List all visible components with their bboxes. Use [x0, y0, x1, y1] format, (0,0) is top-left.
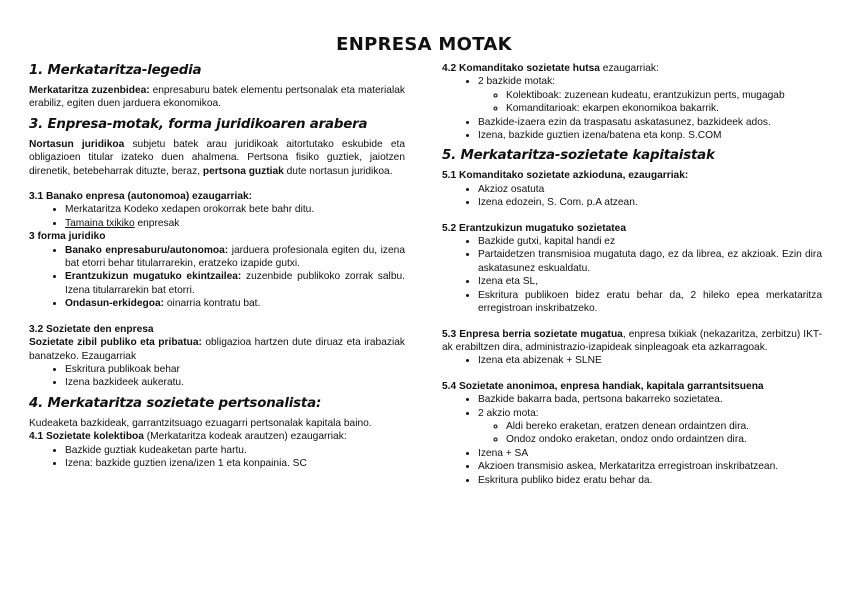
- list-item-text: zuzenbide publikoko zorrak salbu. Izena titularrarekin bat etorri.: [65, 271, 405, 296]
- sub-list-item: ◦ Aldi bereko eraketan, eratzen denean ordaintzen dira.: [506, 420, 822, 433]
- right-column: [442, 62, 822, 487]
- list-item-text: 2 bazkide motak:: [478, 76, 556, 88]
- sub-list-item: ◦ Ondoz ondoko eraketan, ondoz ondo ordaintzen dira.: [506, 433, 822, 446]
- list-item: • Partaidetzen transmisioa mugatuta dago, ez da librea, ez akzioak. Ezin dira askatasunez eskualdatu.: [478, 248, 822, 275]
- underlined-text: Tamaina txikiko: [65, 217, 135, 229]
- section-3-1-list: [29, 203, 405, 230]
- section-3-text-2: dute nortasun juridikoa.: [283, 165, 393, 177]
- list-item-text: jarduera profesionala egiten du, izena bat etorri behar titularrarekin, eratzeko izapide gutxi.: [65, 244, 405, 270]
- section-3-2-term: Sozietate zibil publiko eta pribatua:: [29, 337, 202, 349]
- section-3-heading: 3. Enpresa-motak, forma juridikoaren arabera: [29, 116, 368, 132]
- section-4-1-text: (Merkataritza kodeak arautzen) ezaugarriak:: [143, 431, 347, 443]
- section-4-1-term: 4.1 Sozietate kolektiboa: [29, 431, 144, 443]
- list-item: • Izena eta SL,: [478, 275, 822, 288]
- section-3-term-1: Nortasun juridikoa: [29, 138, 125, 150]
- list-item: • Eskritura publiko bidez eratu behar da.: [478, 474, 822, 487]
- list-item: • Merkataritza Kodeko xedapen orokorrak bete bahr ditu.: [65, 203, 405, 216]
- section-4-heading: 4. Merkataritza sozietate pertsonalista:: [29, 395, 322, 411]
- section-1-paragraph: [29, 84, 405, 111]
- list-item: [478, 407, 822, 447]
- list-item: [65, 217, 405, 230]
- forms-heading: 3 forma juridiko: [29, 231, 106, 243]
- list-item-text: enpresak: [134, 217, 180, 229]
- list-item: [65, 297, 405, 310]
- list-item: • Izena bazkideek aukeratu.: [65, 376, 405, 389]
- section-3-1-heading: 3.1 Banako enpresa (autonomoa) ezaugarriak:: [29, 191, 253, 203]
- section-5-1-list: [442, 183, 822, 210]
- section-5-3-paragraph: [442, 328, 822, 355]
- section-5-3-text: , enpresa txikiak (nekazaritza, zerbitzu) IKT-ak erabiltzen dira, administrazio-izapideak sinpleagoak eta azkarragoak.: [442, 328, 822, 353]
- section-5-4-list: [442, 393, 822, 487]
- section-4-1-heading: [29, 430, 405, 443]
- list-item-term: Ondasun-erkidegoa:: [65, 298, 165, 310]
- list-item-text: oinarria kontratu bat.: [164, 298, 261, 310]
- list-item: [65, 270, 405, 297]
- section-5-1-heading: 5.1 Komanditako sozietate azkioduna, ezaugarriak:: [442, 170, 689, 182]
- section-4-2-text: ezaugarriak:: [599, 63, 659, 74]
- section-5-4-heading: 5.4 Sozietate anonimoa, enpresa handiak, kapitala garrantsitsuena: [442, 380, 764, 392]
- forms-list: [29, 244, 405, 311]
- list-item-term: Banako enpresaburu/autonomoa:: [65, 244, 229, 256]
- section-5-4-sublist: [478, 420, 822, 447]
- section-4-2-list: [442, 75, 822, 142]
- section-3-2-text: obligazioa hartzen dute diruaz eta irabaziak banatzeko. Ezaugarriak: [29, 337, 405, 362]
- section-5-heading: 5. Merkataritza-sozietate kapitaistak: [442, 148, 715, 164]
- list-item: • Izena eta abizenak + SLNE: [478, 354, 822, 367]
- section-3-2-list: [29, 363, 405, 390]
- section-3-2-paragraph: [29, 336, 405, 363]
- section-3-paragraph: [29, 138, 405, 178]
- list-item: • Izena, bazkide guztien izena/batena eta konp. S.COM: [478, 129, 822, 142]
- section-3-term-2: pertsona guztiak: [202, 165, 284, 177]
- section-5-3-term: 5.3 Enpresa berria sozietate mugatua: [442, 328, 623, 340]
- list-item: • Bazkide guztiak kudeaketan parte hartu.: [65, 444, 405, 457]
- section-4-1-list: [29, 444, 405, 471]
- section-4-intro: Kudeaketa bazkideak, garrantzitsuago ezuagarri pertsonalak kapitala baino.: [29, 417, 372, 429]
- list-item-text: 2 akzio mota:: [478, 407, 539, 419]
- section-5-3-list: [442, 354, 822, 367]
- list-item: [478, 75, 822, 115]
- section-4-2-heading: [442, 62, 822, 75]
- section-3-2-heading: 3.2 Sozietate den enpresa: [29, 323, 154, 335]
- section-5-2-list: [442, 235, 822, 315]
- section-3-text-1: subjetu batek arau juridikoak aitortutako eskubide eta obligazioen titular izateko duen ahalmena. Pertsona fisiko guztiek, jaiotzen direnetik, betebeharrak dituzte, beraz,: [29, 138, 405, 177]
- sub-list-item: ◦ Kolektiboak: zuzenean kudeatu, erantzukizun perts, mugagab: [506, 89, 822, 102]
- list-item: • Izena + SA: [478, 447, 822, 460]
- list-item: [65, 244, 405, 271]
- left-column: [29, 62, 405, 470]
- list-item: • Bazkide bakarra bada, pertsona bakarreko sozietatea.: [478, 393, 822, 406]
- section-4-2-term: 4.2 Komanditako sozietate hutsa: [442, 63, 600, 74]
- list-item: • Eskritura publikoak behar: [65, 363, 405, 376]
- section-1-term: Merkataritza zuzenbidea:: [29, 85, 150, 96]
- page-title: ENPRESA MOTAK: [336, 34, 512, 55]
- list-item: • Akzioz osatuta: [478, 183, 822, 196]
- section-4-2-sublist: [478, 89, 822, 116]
- section-1-heading: 1. Merkataritza-legedia: [29, 63, 202, 78]
- list-item: • Izena: bazkide guztien izena/izen 1 eta konpainia. SC: [65, 457, 405, 470]
- list-item: • Eskritura publikoen bidez eratu behar da, 2 hileko epea merkataritza erregistroan inskribatzeko.: [478, 289, 822, 316]
- list-item: • Bazkide-izaera ezin da traspasatu askatasunez, bazkideek ados.: [478, 116, 822, 129]
- sub-list-item: ◦ Komanditarioak: ekarpen ekonomikoa bakarrik.: [506, 102, 822, 115]
- section-5-2-heading: 5.2 Erantzukizun mugatuko sozietatea: [442, 222, 626, 234]
- list-item-term: Erantzukizun mugatuko ekintzailea:: [65, 271, 242, 283]
- list-item: • Bazkide gutxi, kapital handi ez: [478, 235, 822, 248]
- list-item: • Izena edozein, S. Com. p.A atzean.: [478, 196, 822, 209]
- list-item: • Akzioen transmisio askea, Merkataritza erregistroan inskribatzean.: [478, 460, 822, 473]
- section-1-text: enpresaburu batek elementu pertsonalak eta materialak erabiliz, egiten duen jarduera ekonomikoa.: [29, 85, 405, 110]
